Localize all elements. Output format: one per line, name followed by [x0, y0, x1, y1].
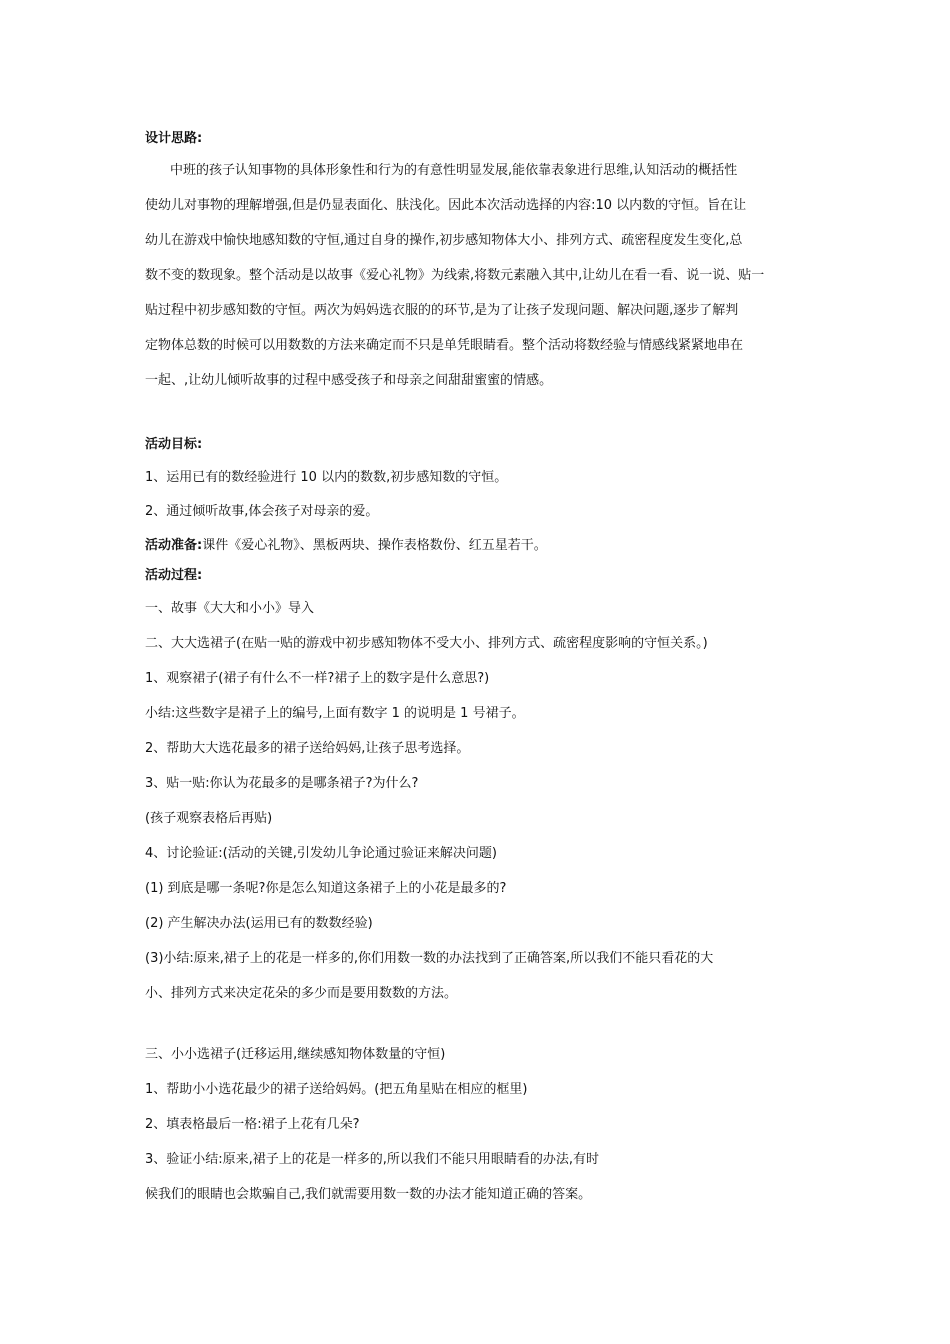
process-line: 二、大大选裙子(在贴一贴的游戏中初步感知物体不受大小、排列方式、疏密程度影响的守恒关系。) — [145, 636, 708, 651]
process-line: 3、验证小结:原来,裙子上的花是一样多的,所以我们不能只用眼睛看的办法,有时 — [145, 1152, 600, 1167]
prep-text: 课件《爱心礼物》、黑板两块、操作表格数份、红五星若干。 — [202, 538, 547, 553]
process-line: 3、贴一贴:你认为花最多的是哪条裙子?为什么? — [145, 776, 419, 791]
prep-label: 活动准备: — [145, 538, 203, 553]
process-line: (2) 产生解决办法(运用已有的数数经验) — [145, 916, 373, 931]
process-line: 4、讨论验证:(活动的关键,引发幼儿争论通过验证来解决问题) — [145, 846, 497, 861]
design-paragraph-line: 定物体总数的时候可以用数数的方法来确定而不只是单凭眼睛看。整个活动将数经验与情感线紧紧地串在 — [145, 338, 744, 353]
design-paragraph-line: 中班的孩子认知事物的具体形象性和行为的有意性明显发展,能依靠表象进行思维,认知活动的概括性 — [170, 163, 738, 178]
process-line: 小、排列方式来决定花朵的多少而是要用数数的方法。 — [145, 986, 458, 1001]
design-paragraph-line: 贴过程中初步感知数的守恒。两次为妈妈选衣服的的环节,是为了让孩子发现问题、解决问题,逐步了解判 — [145, 303, 739, 318]
goals-heading: 活动目标: — [145, 437, 203, 452]
process-line: 小结:这些数字是裙子上的编号,上面有数字 1 的说明是 1 号裙子。 — [145, 706, 525, 721]
design-paragraph-line: 一起、,让幼儿倾听故事的过程中感受孩子和母亲之间甜甜蜜蜜的情感。 — [145, 373, 553, 388]
design-paragraph-line: 使幼儿对事物的理解增强,但是仍显表面化、肤浅化。因此本次活动选择的内容:10 以内数的守恒。旨在让 — [145, 198, 747, 213]
process-line: (孩子观察表格后再贴) — [145, 811, 273, 826]
process-line: 候我们的眼睛也会欺骗自己,我们就需要用数一数的办法才能知道正确的答案。 — [145, 1187, 592, 1202]
process-heading: 活动过程: — [145, 568, 203, 583]
prep-line — [145, 537, 547, 555]
goal-item: 1、运用已有的数经验进行 10 以内的数数,初步感知数的守恒。 — [145, 470, 508, 485]
process-line: 1、观察裙子(裙子有什么不一样?裙子上的数字是什么意思?) — [145, 671, 490, 686]
process-line: 2、帮助大大选花最多的裙子送给妈妈,让孩子思考选择。 — [145, 741, 470, 756]
process-line: 一、故事《大大和小小》导入 — [145, 601, 315, 616]
process-line: (1) 到底是哪一条呢?你是怎么知道这条裙子上的小花是最多的? — [145, 881, 507, 896]
design-paragraph-line: 数不变的数现象。整个活动是以故事《爱心礼物》为线索,将数元素融入其中,让幼儿在看一看、说一说、贴一 — [145, 268, 765, 283]
design-heading: 设计思路: — [145, 131, 203, 146]
design-paragraph-line: 幼儿在游戏中愉快地感知数的守恒,通过自身的操作,初步感知物体大小、排列方式、疏密程度发生变化,总 — [145, 233, 743, 248]
process-line: (3)小结:原来,裙子上的花是一样多的,你们用数一数的办法找到了正确答案,所以我们不能只看花的大 — [145, 951, 714, 966]
process-line: 1、帮助小小选花最少的裙子送给妈妈。(把五角星贴在相应的框里) — [145, 1082, 528, 1097]
goal-item: 2、通过倾听故事,体会孩子对母亲的爱。 — [145, 504, 379, 519]
process-line: 三、小小选裙子(迁移运用,继续感知物体数量的守恒) — [145, 1047, 446, 1062]
process-line: 2、填表格最后一格:裙子上花有几朵? — [145, 1117, 360, 1132]
